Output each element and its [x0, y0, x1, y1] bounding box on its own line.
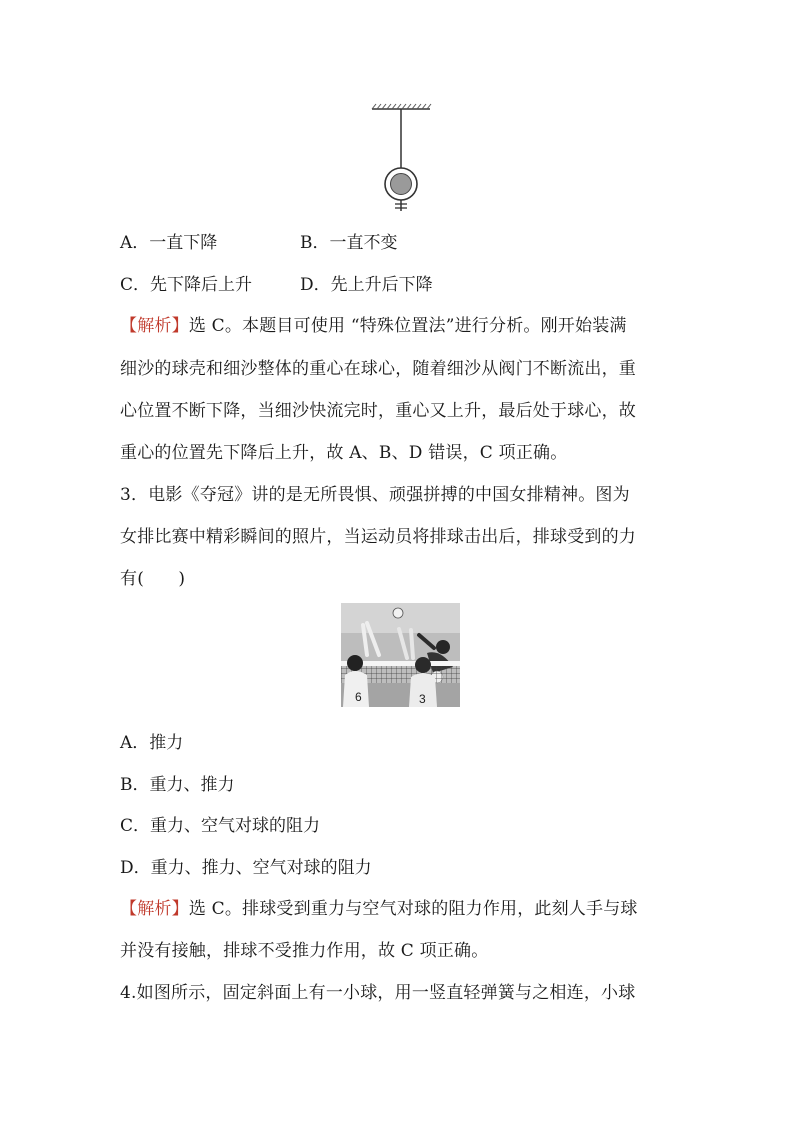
analysis-tag: 【解析】 [120, 899, 189, 919]
analysis-tag: 【解析】 [120, 316, 189, 336]
q3-analysis-line-1: 【解析】选 C。排球受到重力与空气对球的阻力作用，此刻人手与球 [120, 899, 638, 919]
q4-stem-line-1: 4.如图所示，固定斜面上有一小球，用一竖直轻弹簧与之相连，小球 [120, 983, 636, 1003]
q3-stem-line-1: 3．电影《夺冠》讲的是无所畏惧、顽强拼搏的中国女排精神。图为 [120, 485, 630, 505]
q3-stem-line-2: 女排比赛中精彩瞬间的照片，当运动员将排球击出后，排球受到的力 [120, 527, 636, 547]
q2-option-b: B．一直不变 [300, 233, 398, 253]
q3-stem-line-3: 有( ) [120, 569, 186, 589]
q2-analysis-line-2: 细沙的球壳和细沙整体的重心在球心，随着细沙从阀门不断流出，重 [120, 359, 636, 379]
hanging-ball-figure [360, 100, 440, 212]
q2-option-c: C．先下降后上升 [120, 275, 253, 295]
q2-option-d: D．先上升后下降 [300, 275, 433, 295]
q3-option-a: A．推力 [120, 733, 184, 753]
q2-analysis-line-4: 重心的位置先下降后上升，故 A、B、D 错误，C 项正确。 [120, 443, 568, 463]
q2-option-a: A．一直下降 [120, 233, 218, 253]
volleyball-photo [341, 603, 460, 707]
q3-option-d: D．重力、推力、空气对球的阻力 [120, 858, 372, 878]
q3-option-b: B．重力、推力 [120, 775, 235, 795]
jersey-number-right: 3 [419, 692, 426, 706]
q2-analysis-line-1: 【解析】选 C。本题目可使用 “特殊位置法”进行分析。刚开始装满 [120, 316, 627, 336]
jersey-number-left: 6 [355, 690, 362, 704]
q3-option-c: C．重力、空气对球的阻力 [120, 816, 321, 836]
q3-analysis-line-2: 并没有接触，排球不受推力作用，故 C 项正确。 [120, 941, 489, 961]
q2-analysis-line-3: 心位置不断下降，当细沙快流完时，重心又上升，最后处于球心，故 [120, 401, 636, 421]
